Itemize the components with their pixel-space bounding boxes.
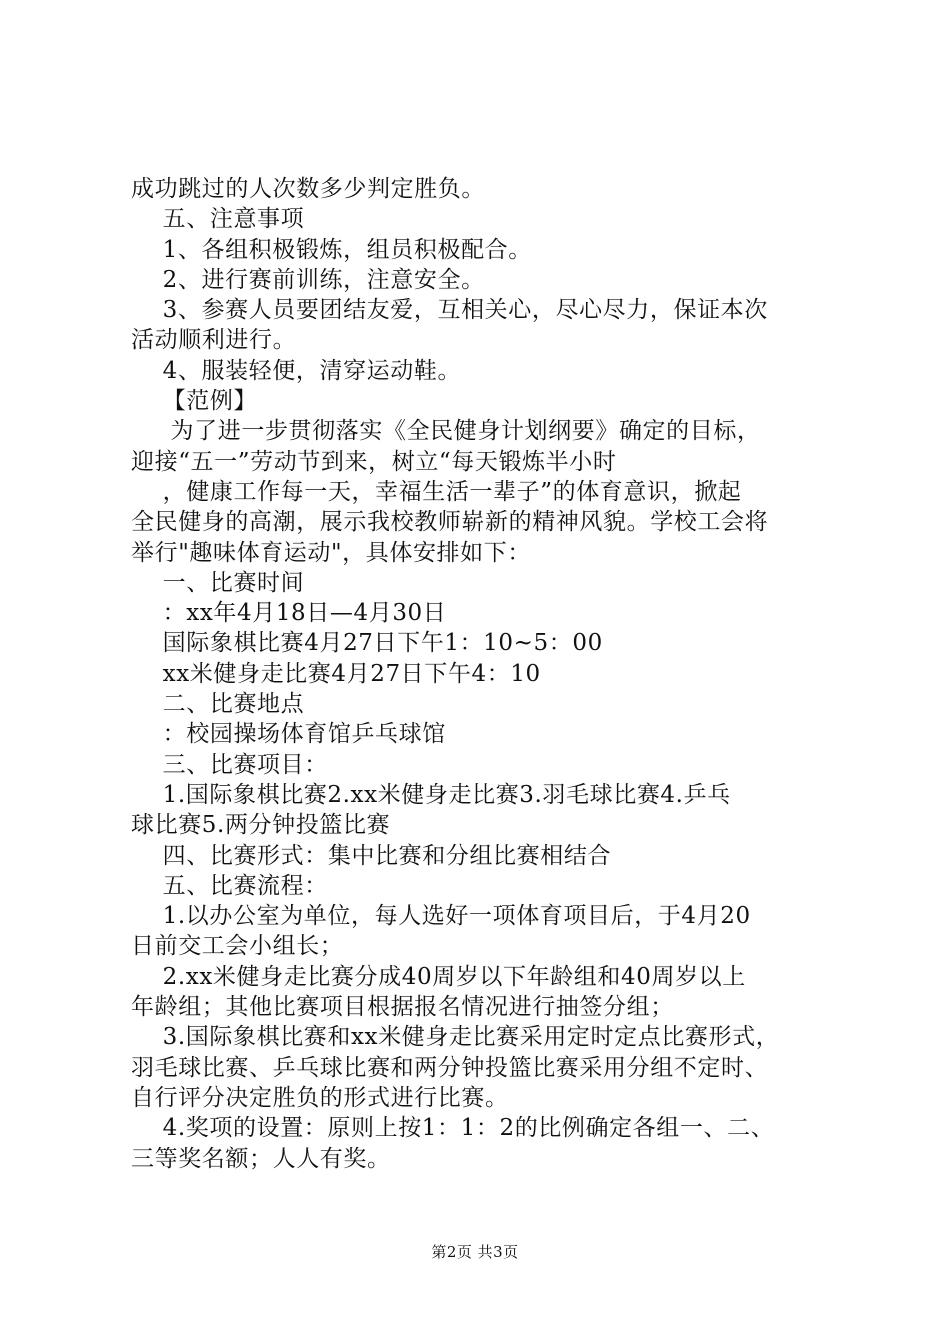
text-line: 活动顺利进行。 (131, 327, 297, 354)
text-line: 【范例】 (131, 388, 258, 415)
document-body (131, 174, 851, 1174)
text-line: 三等奖名额；人人有奖。 (131, 1145, 391, 1172)
text-line: 国际象棋比赛4月27日下午1：10~5：00 (131, 630, 603, 657)
text-line: 羽毛球比赛、乒乓球比赛和两分钟投篮比赛采用分组不定时、 (131, 1054, 769, 1081)
text-line: 五、比赛流程： (131, 872, 328, 899)
text-line: 为了进一步贯彻落实《全民健身计划纲要》确定的目标， (131, 418, 761, 445)
text-line: 四、比赛形式：集中比赛和分组比赛相结合 (131, 842, 612, 869)
text-line: xx米健身走比赛4月27日下午4：10 (131, 660, 541, 687)
text-line: 自行评分决定胜负的形式进行比赛。 (131, 1084, 509, 1111)
text-line: 1.以办公室为单位，每人选好一项体育项目后，于4月20 (131, 903, 751, 930)
text-line: 4.奖项的设置：原则上按1：1：2的比例确定各组一、二、 (131, 1115, 775, 1142)
text-line: 二、比赛地点 (131, 691, 305, 718)
text-line: 球比赛5.两分钟投篮比赛 (131, 812, 391, 839)
text-line: 成功跳过的人次数多少判定胜负。 (131, 176, 485, 202)
text-line: ，健康工作每一天，幸福生活一辈子”的体育意识，掀起 (131, 478, 742, 505)
text-line: 4、服装轻便，清穿运动鞋。 (131, 357, 462, 384)
text-line: 1.国际象棋比赛2.xx米健身走比赛3.羽毛球比赛4.乒乓 (131, 781, 731, 808)
text-line: 迎接“五一”劳动节到来，树立“每天锻炼半小时 (131, 448, 617, 475)
text-line: 五、注意事项 (131, 206, 305, 233)
text-line: 三、比赛项目： (131, 751, 328, 778)
text-line: 日前交工会小组长； (131, 933, 344, 960)
text-line: 2.xx米健身走比赛分成40周岁以下年龄组和40周岁以上 (131, 963, 746, 990)
text-line: ：校园操场体育馆乒乓球馆 (131, 721, 446, 748)
text-line: 一、比赛时间 (131, 569, 305, 596)
text-line: 3.国际象棋比赛和xx米健身走比赛采用定时定点比赛形式， (131, 1024, 780, 1051)
page-footer: 第2页 共3页 (431, 1243, 519, 1261)
text-line: ：xx年4月18日—4月30日 (131, 600, 447, 627)
text-line: 全民健身的高潮，展示我校教师崭新的精神风貌。学校工会将 (131, 509, 769, 536)
text-line: 举行"趣味体育运动"，具体安排如下： (131, 539, 531, 566)
text-line: 1、各组积极锻炼，组员积极配合。 (131, 236, 532, 263)
text-line: 年龄组；其他比赛项目根据报名情况进行抽签分组； (131, 994, 674, 1021)
text-line: 3、参赛人员要团结友爱，互相关心，尽心尽力，保证本次 (131, 297, 768, 324)
text-line: 2、进行赛前训练，注意安全。 (131, 266, 485, 293)
